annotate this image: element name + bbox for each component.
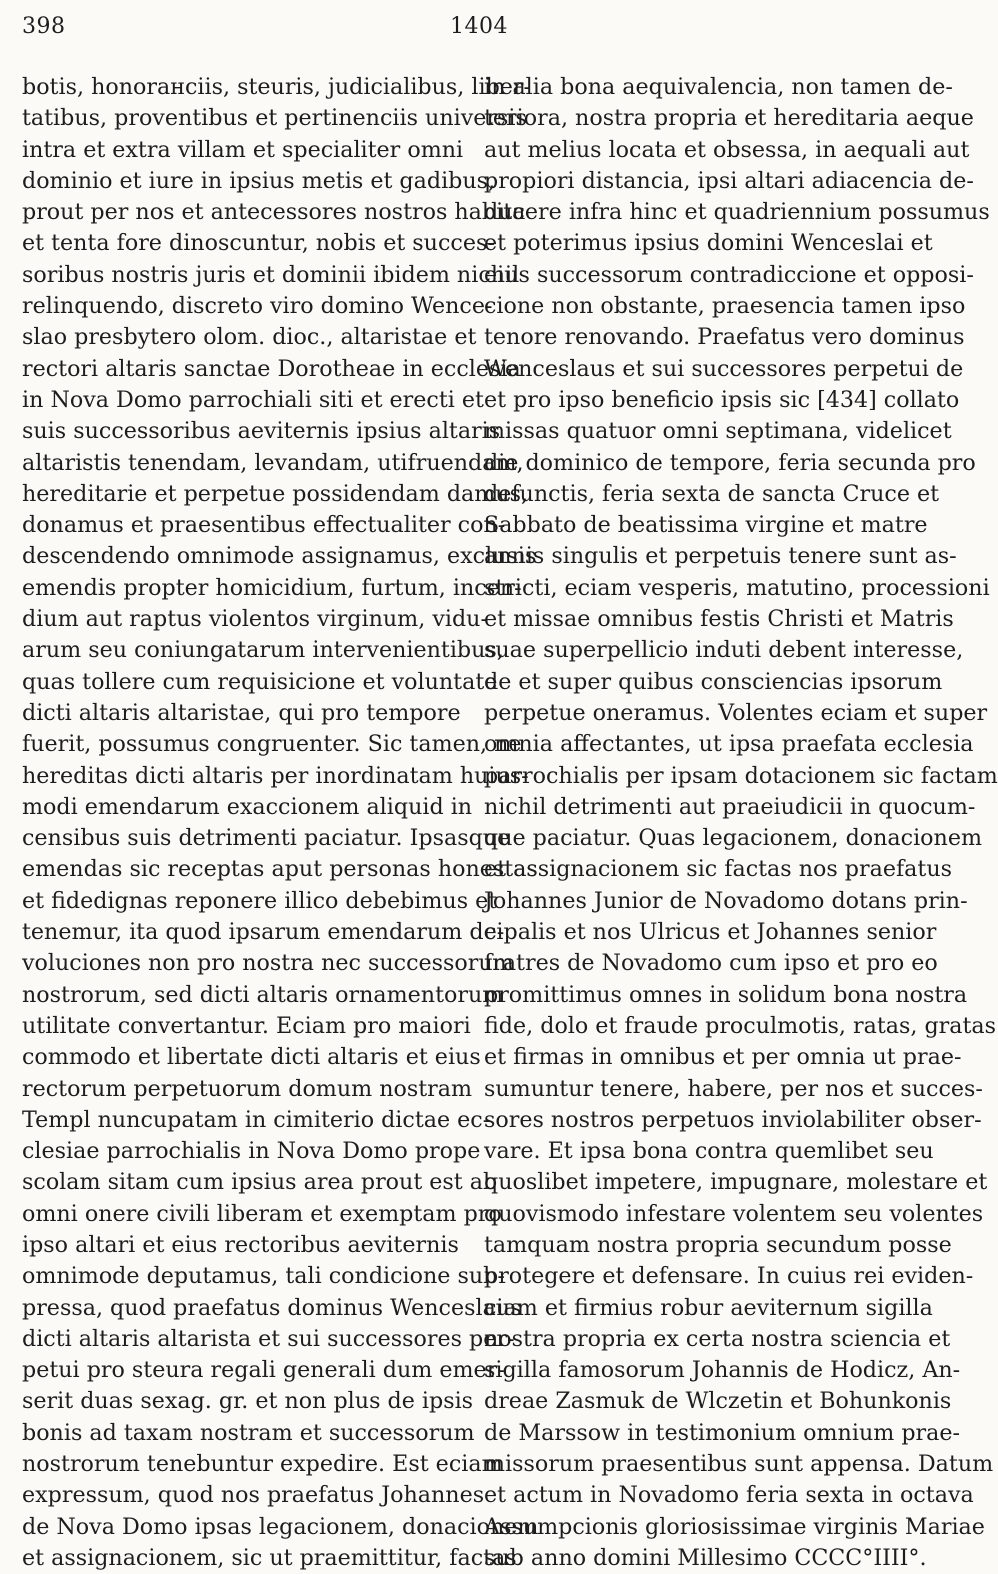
left-column-line: in Nova Domo parrochiali siti et erecti et [22,386,484,413]
right-column-line: promittimus omnes in solidum bona nostra [484,981,968,1008]
left-column-line: suis successoribus aeviternis ipsius altaris [22,418,501,445]
left-column-line: bonis ad taxam nostram et successorum [22,1419,475,1446]
right-column-line: missorum praesentibus sunt appensa. Datum [484,1451,994,1478]
right-column-line: tenore renovando. Praefatus vero dominus [484,324,965,351]
right-column-line: tamquam nostra propria secundum posse [484,1231,952,1258]
left-column-line: clesiae parrochialis in Nova Domo prope [22,1138,481,1165]
right-column-line: parrochialis per ipsam dotacionem sic factam [484,762,998,789]
left-column-line: ipso altari et eius rectoribus aeviternis [22,1231,459,1258]
left-column-line: nostrorum, sed dicti altaris ornamentorum [22,981,504,1008]
left-column-line: dominio et iure in ipsius metis et gadibus, [22,167,496,194]
left-column-line: botis, honorанciis, steuris, judicialibus, liber- [22,74,532,100]
right-column-line: et assignacionem sic factas nos praefatus [484,856,953,883]
right-column-line: sub anno domini Millesimo CCCC°IIII°. [484,1544,927,1571]
left-column-line: emendas sic receptas aput personas honestas [22,856,538,883]
right-column-line: ciam et firmius robur aeviternum sigilla [484,1294,933,1321]
left-column-line: et fidedignas reponere illico debebimus et [22,887,498,914]
left-column-line: rectorum perpetuorum domum nostram [22,1075,473,1102]
left-column [22,72,539,1574]
right-column [484,72,998,1574]
right-column-line: que paciatur. Quas legacionem, donacionem [484,825,983,852]
right-column-line: cione non obstante, praesencia tamen ipso [484,293,966,320]
right-column-line: et pro ipso beneficio ipsis sic [434] collato [484,386,960,413]
left-column-line: dium aut raptus violentos virginum, vidu- [22,606,488,633]
left-column-line: censibus suis detrimenti paciatur. Ipsasque [22,825,511,852]
left-column-line: tatibus, proventibus et pertinenciis universis [22,105,527,132]
left-column-line: pressa, quod praefatus dominus Wenceslaus [22,1294,522,1321]
right-column-line: dreae Zasmuk de Wlczetin et Bohunkonis [484,1388,952,1415]
left-column-line: emendis propter homicidium, furtum, incen- [22,574,522,601]
right-column-line: teriora, nostra propria et hereditaria aeque [484,105,974,132]
left-column-line: serit duas sexag. gr. et non plus de ipsis [22,1388,474,1415]
right-column-line: fide, dolo et fraude proculmotis, ratas, gratas [484,1012,997,1039]
left-column-line: nostrorum tenebuntur expedire. Est eciam [22,1451,503,1478]
right-column-line: annis singulis et perpetuis tenere sunt as- [484,543,957,570]
right-column-line: et missae omnibus festis Christi et Matris [484,606,954,633]
left-column-line: omnimode deputamus, tali condicione sub- [22,1263,505,1290]
right-column-line: die dominico de tempore, feria secunda pro [484,449,976,476]
right-column-line: cipalis et nos Ulricus et Johannes senior [484,919,937,946]
left-column-line: et assignacionem, sic ut praemittitur, factas [22,1544,517,1571]
page-number: 398 [22,14,66,39]
left-column-line: arum seu coniungatarum intervenientibus, [22,637,504,664]
right-column-line: quovismodo infestare volentem seu volentes [484,1200,984,1227]
right-column-line: de Marssow in testimonium omnium prae- [484,1419,960,1446]
right-column-line: et actum in Novadomo feria sexta in octava [484,1482,974,1509]
left-column-line: slao presbytero olom. dioc., altaristae et [22,324,477,351]
right-column-line: vare. Et ipsa bona contra quemlibet seu [484,1138,934,1165]
left-column-line: expressum, quod nos praefatus Johannes [22,1482,485,1509]
left-column-line: descendendo omnimode assignamus, exclusis [22,543,537,570]
right-column-line: quoslibet impetere, impugnare, molestare et [484,1169,988,1196]
left-column-line: soribus nostris juris et dominii ibidem nichil [22,261,520,288]
right-column-line: Wenceslaus et sui successores perpetui de [484,355,964,382]
left-column-line: dicti altaris altaristae, qui pro tempore [22,699,461,726]
right-column-line: ducere infra hinc et quadriennium possumus [484,199,990,226]
left-column-line: hereditarie et perpetue possidendam damus, [22,480,529,507]
right-column-line: stricti, eciam vesperis, matutino, processioni [484,574,990,601]
right-column-line: aut melius locata et obsessa, in aequali aut [484,136,970,163]
right-column-line: omnia affectantes, ut ipsa praefata ecclesia [484,731,974,758]
left-column-line: fuerit, possumus congruenter. Sic tamen, ne [22,731,522,758]
right-column-line: nostra propria ex certa nostra sciencia et [484,1325,951,1352]
right-column-line: fratres de Novadomo cum ipso et pro eo [484,950,938,977]
right-column-line: Assumpcionis gloriosissimae virginis Mariae [484,1513,985,1540]
right-column-line: propiori distancia, ipsi altari adiacencia de- [484,167,974,194]
left-column-line: hereditas dicti altaris per inordinatam huius- [22,762,529,789]
left-column-line: tenemur, ita quod ipsarum emendarum de- [22,919,505,946]
left-column-line: rectori altaris sanctae Dorotheae in ecclesia [22,355,521,382]
left-column-line: omni onere civili liberam et exemptam pro [22,1200,502,1227]
left-column-line: relinquendo, discreto viro domino Wence- [22,293,493,320]
right-column-line: de et super quibus consciencias ipsorum [484,668,943,695]
left-column-line: utilitate convertantur. Eciam pro maiori [22,1012,471,1039]
right-column-line: sumuntur tenere, habere, per nos et succes- [484,1075,983,1102]
left-column-line: altaristis tenendam, levandam, utifruendam, [22,449,524,476]
left-column-line: scolam sitam cum ipsius area prout est ab [22,1169,498,1196]
right-column-line: nichil detrimenti aut praeiudicii in quocum- [484,793,976,820]
right-column-line: et firmas in omnibus et per omnia ut prae- [484,1044,962,1071]
left-column-line: intra et extra villam et specialiter omni [22,136,464,163]
right-column-line: et poterimus ipsius domini Wenceslai et [484,230,933,257]
document-number: 1404 [450,14,508,39]
right-column-line: suae superpellicio induti debent interesse, [484,637,964,664]
right-column-line: protegere et defensare. In cuius rei eviden- [484,1263,974,1290]
left-column-line: commodo et libertate dicti altaris et eius [22,1044,481,1071]
right-column-line: Sabbato de beatissima virgine et matre [484,512,928,539]
right-column-line: perpetue oneramus. Volentes eciam et super [484,699,988,726]
left-column-line: de Nova Domo ipsas legacionem, donacionem [22,1513,539,1540]
left-column-line: prout per nos et antecessores nostros habita [22,199,526,226]
left-column-line: modi emendarum exaccionem aliquid in [22,793,473,820]
left-column-line: donamus et praesentibus effectualiter con- [22,512,506,539]
left-column-line: Templ nuncupatam in cimiterio dictae ec- [22,1106,491,1133]
left-column-line: et tenta fore dinoscuntur, nobis et succes- [22,230,495,257]
left-column-line: voluciones non pro nostra nec successorum [22,950,514,977]
right-column-line: in alia bona aequivalencia, non tamen de- [484,74,953,100]
right-column-line: sigilla famosorum Johannis de Hodicz, An- [484,1357,961,1384]
right-column-line: Johannes Junior de Novadomo dotans prin- [484,887,968,914]
left-column-line: petui pro steura regali generali dum emer- [22,1357,505,1384]
right-column-line: sores nostros perpetuos inviolabiliter obser- [484,1106,982,1133]
right-column-line: defunctis, feria sexta de sancta Cruce et [484,480,940,507]
left-column-line: quas tollere cum requisicione et voluntate [22,668,498,695]
left-column-line: dicti altaris altarista et sui successores per- [22,1325,515,1352]
right-column-line: eius successorum contradiccione et opposi- [484,261,974,288]
right-column-line: missas quatuor omni septimana, videlicet [484,418,952,445]
